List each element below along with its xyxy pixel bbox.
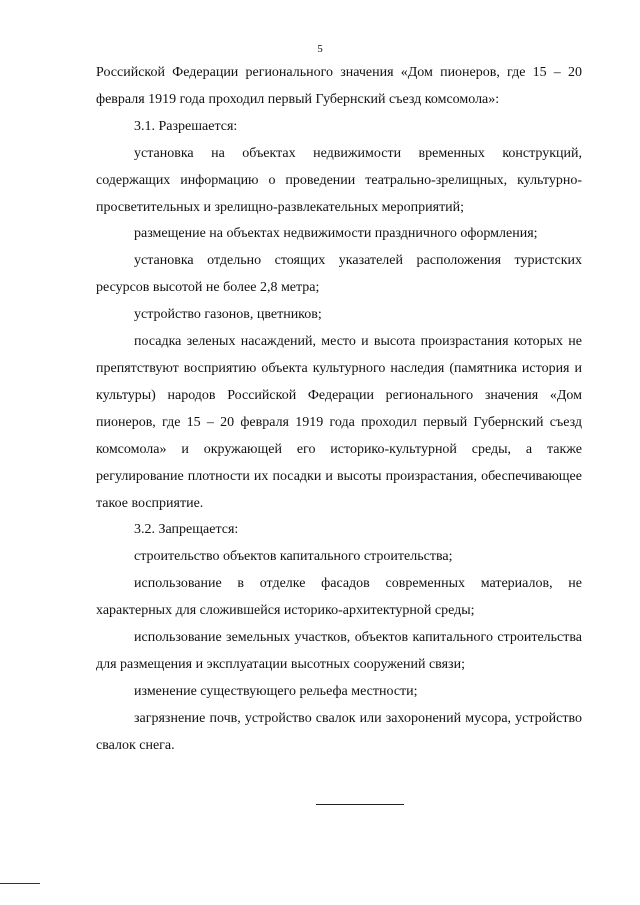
document-body [96,60,582,760]
paragraph-prohibited-construction: строительство объектов капитального строительства; [134,549,453,565]
paragraph-prohibited-towers: использование земельных участков, объектов капитального строительства для размещения и эксплуатации высотных сооружений связи; [96,630,582,672]
paragraph-permitted-decorations: размещение на объектах недвижимости праздничного оформления; [134,226,538,242]
paragraph-continuation: Российской Федерации регионального значения «Дом пионеров, где 15 – 20 февраля 1919 года проходил первый Губернский съезд комсомола»: [96,65,582,107]
section-heading-3-1: 3.1. Разрешается: [134,118,238,134]
paragraph-prohibited-pollution: загрязнение почв, устройство свалок или захоронений мусора, устройство свалок снега. [96,710,582,753]
paragraph-permitted-lawns: устройство газонов, цветников; [134,307,322,323]
end-of-text-rule [316,804,404,805]
scan-corner-mark [0,883,40,884]
paragraph-prohibited-materials: использование в отделке фасадов современных материалов, не характерных для сложившейся историко-архитектурной среды; [96,576,582,619]
section-heading-3-2: 3.2. Запрещается: [134,522,239,538]
paragraph-permitted-planting: посадка зеленых насаждений, место и высота произрастания которых не препятствуют восприятию объекта культурного наследия (памятника история и культуры) народов Российской Федерации регионального значения «Дом пионеров, где 15 – 20 февраля 1919 года проходил первый Губернский съезд комсомола» и окружающей его историко-культурной среды, а также регулирование плотности их посадки и высоты произрастания, обеспечивающее такое восприятие. [96,334,582,511]
paragraph-permitted-structures: установка на объектах недвижимости временных конструкций, содержащих информацию о проведении театрально-зрелищных, культурно-просветительных и зрелищно-развлекательных мероприятий; [96,145,582,215]
paragraph-permitted-signs: установка отдельно стоящих указателей расположения туристских ресурсов высотой не более 2,8 метра; [96,253,582,296]
paragraph-prohibited-relief: изменение существующего рельефа местности; [134,683,418,699]
page-number: 5 [317,43,323,55]
